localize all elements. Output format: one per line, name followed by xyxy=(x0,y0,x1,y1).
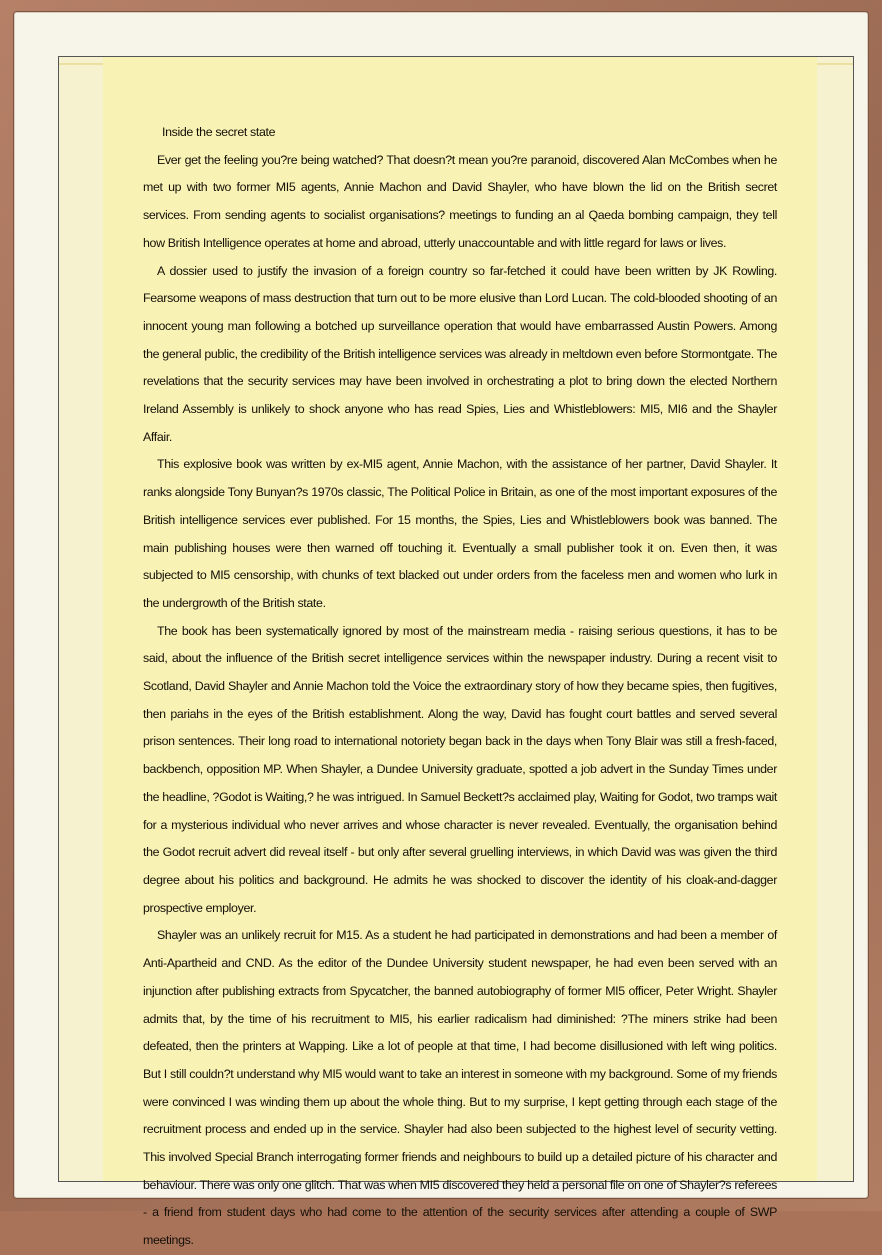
document-page xyxy=(58,56,854,1248)
paragraph-3: This explosive book was written by ex-MI5 agent, Annie Machon, with the assistance of her partner, David Shayler. It ranks alongside Tony Bunyan?s 1970s classic, The Political Police in Britain, as one of the most important exposures of the British intelligence services ever published. For 15 months, the Spies, Lies and Whistleblowers book was banned. The main publishing houses were then warned off touching it. Eventually a small publisher took it on. Even then, it was subjected to MI5 censorship, with chunks of text blacked out under orders from the faceless men and women who lurk in the undergrowth of the British state. xyxy=(143,457,777,610)
paragraph-4: The book has been systematically ignored by most of the mainstream media - raising serious questions, it has to be said, about the influence of the British secret intelligence services within the newspaper industry. During a recent visit to Scotland, David Shayler and Annie Machon told the Voice the extraordinary story of how they became spies, then fugitives, then pariahs in the eyes of the British establishment. Along the way, David has fought court battles and served several prison sentences. Their long road to international notoriety began back in the days when Tony Blair was still a fresh-faced, backbench, opposition MP. When Shayler, a Dundee University graduate, spotted a job advert in the Sunday Times under the headline, ?Godot is Waiting,? he was intrigued. In Samuel Beckett?s acclaimed play, Waiting for Godot, two tramps wait for a mysterious individual who never arrives and whose character is never revealed. Eventually, the organisation behind the Godot recruit advert did reveal itself - but only after several gruelling interviews, in which David was was given the third degree about his politics and background. He admits he was shocked to discover the identity of his cloak-and-dagger prospective employer. xyxy=(143,623,777,915)
paragraph-1: Ever get the feeling you?re being watched? That doesn?t mean you?re paranoid, discovered Alan McCombes when he met up with two former MI5 agents, Annie Machon and David Shayler, who have blown the lid on the British secret services. From sending agents to socialist organisations? meetings to funding an al Qaeda bombing campaign, they tell how British Intelligence operates at home and abroad, utterly unaccountable and with little regard for laws or lives. xyxy=(143,152,777,250)
paragraph-2: A dossier used to justify the invasion of a foreign country so far-fetched it could have been written by JK Rowling. Fearsome weapons of mass destruction that turn out to be more elusive than Lord Lucan. The cold-blooded shooting of an innocent young man following a botched up surveillance operation that would have embarrassed Austin Powers. Among the general public, the credibility of the British intelligence services was already in meltdown even before Stormontgate. The revelations that the security services may have been involved in orchestrating a plot to bring down the elected Northern Ireland Assembly is unlikely to shock anyone who has read Spies, Lies and Whistleblowers: MI5, MI6 and the Shayler Affair. xyxy=(143,263,777,444)
frame-mat xyxy=(14,12,868,1248)
article-title: Inside the secret state xyxy=(162,125,276,139)
paragraph-5: Shayler was an unlikely recruit for M15. As a student he had participated in demonstrations and had been a member of Anti-Apartheid and CND. As the editor of the Dundee University student newspaper, he had even been served with an injunction after publishing extracts from Spycatcher, the banned autobiography of former MI5 officer, Peter Wright. Shayler admits that, by the time of his recruitment to MI5, his earlier radicalism had diminished: ?The miners strike had been defeated, then the printers at Wapping. Like a lot of people at that time, I had become disillusioned with left wing politics. But I still couldn?t understand why MI5 would want to take an interest in someone with my background. Some of my friends were convinced I was winding them up about the whole thing. But to my surprise, I kept getting through each stage of the recruitment process and ended up in the service. Shayler had also been subjected to the highest level of security vetting. This involved Special Branch interrogating former friends and neighbours to build up a detailed picture of his character and behaviour. There was only one glitch. That was when MI5 discovered they held a personal file on one of Shayler?s referees - a friend from student days who had come to the attention of the security services after attending a couple of SWP meetings. xyxy=(143,928,777,1248)
article-body xyxy=(143,119,777,1255)
